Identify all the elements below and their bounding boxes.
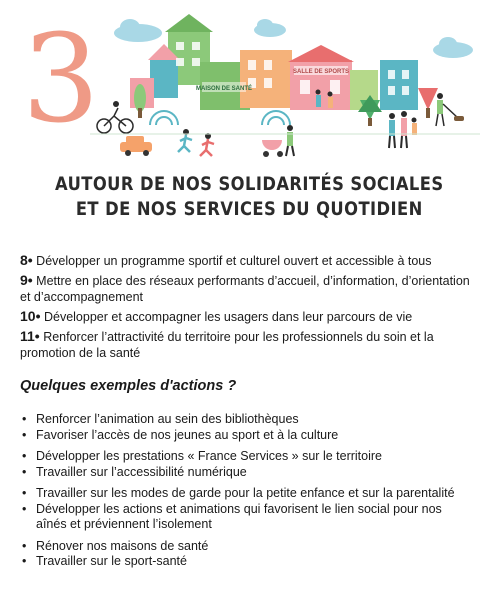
- title-line: ET DE NOS SERVICES DU QUOTIDIEN: [75, 198, 423, 220]
- bullet: •: [22, 486, 27, 500]
- family-icon: [389, 111, 417, 148]
- bullet: •: [22, 412, 27, 426]
- action-item: • Travailler sur le sport-santé: [22, 554, 187, 568]
- person-icon: [286, 125, 294, 156]
- objective-text: Développer un programme sportif et culturel ouvert et accessible à tous: [36, 254, 432, 268]
- bullet: •: [22, 427, 27, 442]
- tree-icon: [418, 88, 438, 118]
- sign-maison-sante: MAISON DE SANTÉ: [195, 86, 253, 92]
- stroller-icon: [262, 140, 283, 157]
- action-group: [20, 486, 475, 533]
- objective-text: Renforcer l’attractivité du territoire pour les professionnels du soin et la promotion de la santé: [20, 330, 434, 360]
- action-group: [20, 412, 475, 443]
- bullet: •: [22, 449, 27, 463]
- objective-text: Développer et accompagner les usagers dans leur parcours de vie: [43, 310, 413, 324]
- runner-icon: [200, 133, 214, 156]
- action-item: • Développer les prestations « France Services » sur le territoire: [22, 449, 382, 463]
- hero-illustration: [0, 0, 485, 168]
- car-icon: [120, 136, 152, 156]
- objective-number: 8•: [20, 252, 33, 268]
- section-number: 3: [22, 8, 100, 150]
- section-title-heading: [41, 172, 458, 222]
- person-with-dog-icon: [436, 93, 464, 126]
- objective-item: [20, 252, 472, 269]
- cloud-icon: [254, 19, 286, 37]
- objective-item: [20, 328, 472, 361]
- bullet: •: [22, 538, 27, 553]
- actions-list: [20, 412, 475, 576]
- action-item: • Développer les actions et animations qui favorisent le lien social pour nos aînés et préviennent l’isolement: [22, 501, 442, 531]
- examples-heading: Quelques exemples d'actions ?: [20, 378, 237, 394]
- objective-text: Mettre en place des réseaux performants d’accueil, d’information, d’orientation et d’accompagnement: [20, 274, 470, 304]
- sign-salle-sports: SALLE DE SPORTS: [292, 69, 350, 75]
- action-item: • Renforcer l’animation au sein des bibliothèques: [22, 412, 299, 426]
- town-illustration: [0, 0, 485, 168]
- cloud-icon: [433, 37, 473, 58]
- action-item: • Travailler sur l’accessibilité numérique: [22, 464, 247, 479]
- bullet: •: [22, 464, 27, 479]
- cyclist-icon: [97, 108, 133, 133]
- objectives-list: [20, 252, 472, 364]
- bullet: •: [22, 501, 27, 516]
- action-group: [20, 449, 475, 480]
- bullet: •: [22, 554, 27, 568]
- tree-icon: [134, 84, 146, 118]
- objective-number: 10•: [20, 308, 41, 324]
- action-item: • Travailler sur les modes de garde pour la petite enfance et sur la parentalité: [22, 486, 455, 500]
- objective-number: 11•: [20, 328, 40, 344]
- action-item: • Favoriser l’accès de nos jeunes au sport et à la culture: [22, 427, 339, 442]
- cloud-icon: [114, 19, 162, 42]
- objective-item: [20, 272, 472, 305]
- objective-number: 9•: [20, 272, 33, 288]
- action-group: [20, 539, 475, 570]
- title-line: AUTOUR DE NOS SOLIDARITÉS SOCIALES: [55, 173, 444, 195]
- action-item: • Rénover nos maisons de santé: [22, 538, 209, 553]
- runner-icon: [178, 129, 192, 152]
- objective-item: [20, 308, 472, 325]
